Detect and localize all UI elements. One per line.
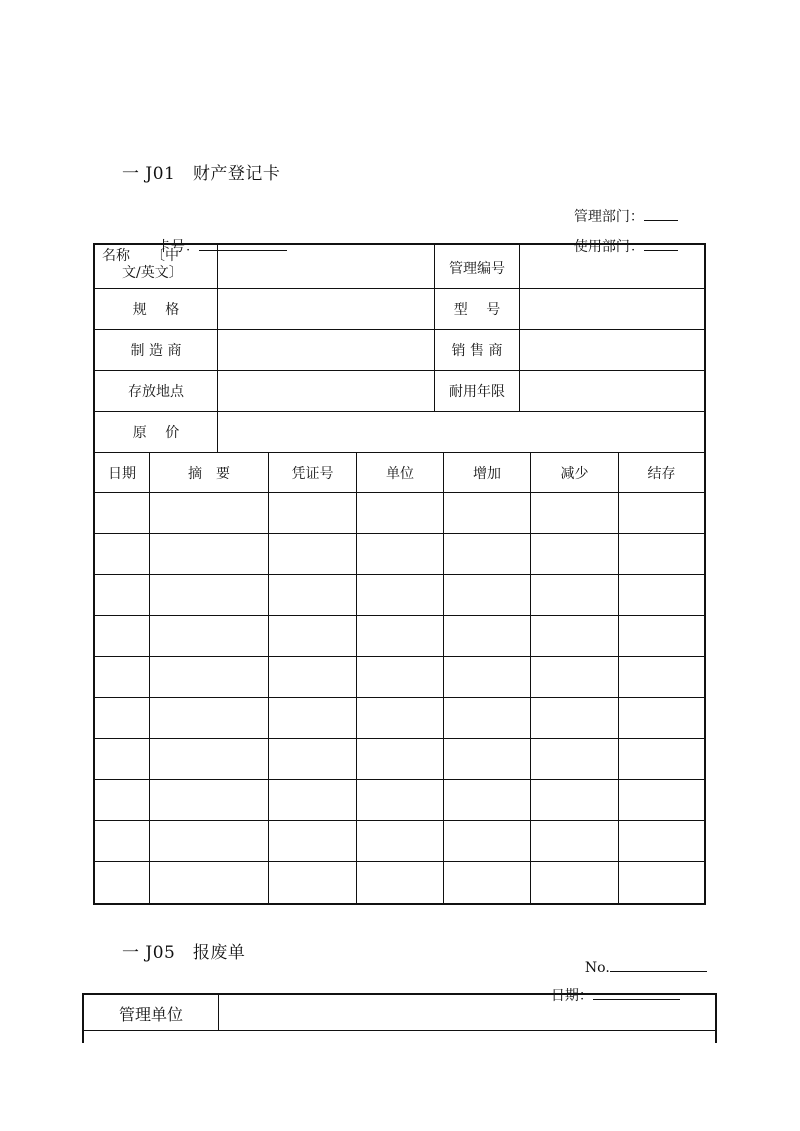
table-row [95, 738, 704, 739]
scrap-no-label: No. [584, 960, 610, 976]
col-increase-header: 增加 [473, 465, 501, 482]
name-label-line1: 名称 〔中 [102, 248, 179, 264]
col-summary-header: 摘 要 [188, 465, 230, 482]
scrap-title: 一 J05 报废单 [122, 943, 246, 963]
price-label: 原 价 [132, 425, 180, 441]
col-unit-header: 单位 [386, 465, 414, 482]
maker-label: 制 造 商 [130, 343, 182, 359]
col-voucher-header: 凭证号 [291, 465, 334, 482]
card-no-label: 卡号： [156, 239, 199, 255]
card-title: 一 J01 财产登记卡 [122, 164, 281, 184]
table-row [95, 615, 704, 616]
table-row [95, 533, 704, 534]
name-label-line2: 文/英文〕 [122, 265, 183, 281]
mgmt-dept-blank[interactable] [644, 206, 678, 221]
table-row [95, 574, 704, 575]
scrap-date-label: 日期： [550, 988, 593, 1004]
grid-line [217, 245, 218, 453]
col-date-header: 日期 [108, 465, 136, 482]
life-label: 耐用年限 [449, 384, 505, 400]
mgmt-no-label: 管理编号 [449, 260, 505, 277]
grid-line [443, 453, 444, 903]
spec-label: 规 格 [132, 302, 180, 318]
table-row [95, 697, 704, 698]
mgmt-unit-value[interactable] [219, 995, 715, 1029]
grid-line [519, 245, 520, 411]
grid-line [356, 453, 357, 903]
grid-line [268, 453, 269, 903]
table-row [95, 861, 704, 862]
table-row [95, 820, 704, 821]
location-label: 存放地点 [128, 384, 184, 400]
use-dept-label: 使用部门： [573, 239, 644, 255]
table-row [95, 779, 704, 780]
grid-line [84, 1030, 715, 1031]
mgmt-unit-label: 管理单位 [118, 1004, 183, 1024]
grid-line [149, 453, 150, 903]
table-row [95, 492, 704, 493]
seller-label: 销 售 商 [451, 343, 503, 359]
name-label [102, 248, 183, 282]
grid-line [530, 453, 531, 903]
grid-line [618, 453, 619, 903]
model-label: 型 号 [453, 302, 501, 318]
col-balance-header: 结存 [647, 465, 676, 482]
col-decrease-header: 减少 [560, 465, 589, 482]
table-row [95, 656, 704, 657]
mgmt-dept-label: 管理部门： [573, 209, 644, 225]
